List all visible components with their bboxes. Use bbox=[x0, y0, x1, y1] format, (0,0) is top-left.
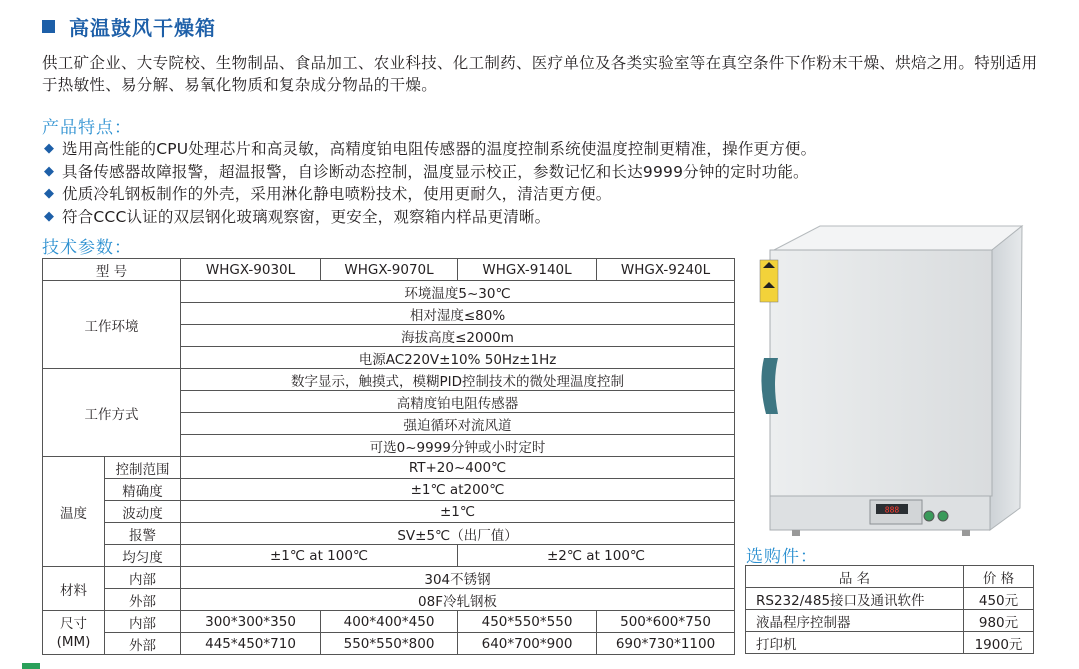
uniform-value: ±1℃ at 100℃ bbox=[181, 545, 458, 567]
page-title: 高温鼓风干燥箱 bbox=[42, 12, 216, 40]
env-label: 工作环境 bbox=[43, 281, 181, 369]
table-row bbox=[746, 632, 1034, 654]
option-name: 打印机 bbox=[746, 632, 964, 654]
options-table bbox=[745, 565, 1034, 654]
model-cell: WHGX-9070L bbox=[321, 259, 458, 281]
table-row bbox=[43, 457, 735, 479]
temp-key: 控制范围 bbox=[105, 457, 181, 479]
feature-item: ◆ 符合CCC认证的双层钢化玻璃观察窗，更安全，观察箱内样品更清晰。 bbox=[44, 206, 1034, 229]
page-corner-bar bbox=[22, 663, 40, 669]
mode-cell: 数字显示，触摸式，模糊PID控制技术的微处理温度控制 bbox=[181, 369, 735, 391]
env-cell: 电源AC220V±10% 50Hz±1Hz bbox=[181, 347, 735, 369]
size-inner-label: 内部 bbox=[105, 611, 181, 633]
size-cell: 640*700*900 bbox=[458, 633, 597, 655]
material-key: 外部 bbox=[105, 589, 181, 611]
table-row bbox=[746, 588, 1034, 610]
temp-key: 波动度 bbox=[105, 501, 181, 523]
model-cell: WHGX-9240L bbox=[597, 259, 735, 281]
model-label: 型 号 bbox=[43, 259, 181, 281]
params-heading: 技术参数： bbox=[42, 238, 132, 258]
material-value: 08F冷轧钢板 bbox=[181, 589, 735, 611]
options-heading: 选购件： bbox=[746, 547, 818, 567]
size-outer-label: 外部 bbox=[105, 633, 181, 655]
table-row bbox=[746, 610, 1034, 632]
mode-cell: 可选0~9999分钟或小时定时 bbox=[181, 435, 735, 457]
size-cell: 690*730*1100 bbox=[597, 633, 735, 655]
material-value: 304不锈钢 bbox=[181, 567, 735, 589]
table-row bbox=[43, 611, 735, 633]
temp-label: 温度 bbox=[43, 457, 105, 567]
size-cell: 445*450*710 bbox=[181, 633, 321, 655]
features-list bbox=[44, 138, 1034, 228]
table-row bbox=[43, 589, 735, 611]
option-price: 980元 bbox=[964, 610, 1034, 632]
size-label: 尺寸 (MM) bbox=[43, 611, 105, 655]
uniform-value: ±2℃ at 100℃ bbox=[458, 545, 735, 567]
material-label: 材料 bbox=[43, 567, 105, 611]
oven-door bbox=[770, 250, 992, 496]
display-digits: 888 bbox=[884, 505, 900, 515]
diamond-bullet-icon: ◆ bbox=[44, 186, 55, 201]
mode-cell: 高精度铂电阻传感器 bbox=[181, 391, 735, 413]
model-cell: WHGX-9030L bbox=[181, 259, 321, 281]
material-key: 内部 bbox=[105, 567, 181, 589]
oven-side bbox=[990, 226, 1022, 530]
size-cell: 500*600*750 bbox=[597, 611, 735, 633]
feature-item: ◆ 具备传感器故障报警，超温报警，自诊断动态控制，温度显示校正，参数记忆和长达9999分钟的定时功能。 bbox=[44, 161, 1034, 184]
fan-button-icon bbox=[938, 511, 948, 521]
table-row bbox=[43, 281, 735, 303]
mode-label: 工作方式 bbox=[43, 369, 181, 457]
table-row bbox=[43, 259, 735, 281]
size-cell: 550*550*800 bbox=[321, 633, 458, 655]
table-row bbox=[43, 633, 735, 655]
temp-key: 精确度 bbox=[105, 479, 181, 501]
env-cell: 相对湿度≤80% bbox=[181, 303, 735, 325]
temp-value: ±1℃ bbox=[181, 501, 735, 523]
option-price: 1900元 bbox=[964, 632, 1034, 654]
table-row bbox=[43, 479, 735, 501]
title-square-icon bbox=[42, 20, 55, 33]
features-heading: 产品特点： bbox=[42, 118, 132, 138]
oven-foot bbox=[962, 530, 970, 536]
env-cell: 环境温度5~30℃ bbox=[181, 281, 735, 303]
options-header-name: 品 名 bbox=[746, 566, 964, 588]
options-header-price: 价 格 bbox=[964, 566, 1034, 588]
temp-value: SV±5℃（出厂值） bbox=[181, 523, 735, 545]
option-name: 液晶程序控制器 bbox=[746, 610, 964, 632]
option-name: RS232/485接口及通讯软件 bbox=[746, 588, 964, 610]
spec-table bbox=[42, 258, 735, 655]
feature-item: ◆ 选用高性能的CPU处理芯片和高灵敏，高精度铂电阻传感器的温度控制系统使温度控制更精准，操作更方便。 bbox=[44, 138, 1034, 161]
mode-cell: 强迫循环对流风道 bbox=[181, 413, 735, 435]
uniform-label: 均匀度 bbox=[105, 545, 181, 567]
table-row bbox=[43, 501, 735, 523]
temp-value: ±1℃ at200℃ bbox=[181, 479, 735, 501]
env-cell: 海拔高度≤2000m bbox=[181, 325, 735, 347]
model-cell: WHGX-9140L bbox=[458, 259, 597, 281]
table-row bbox=[43, 369, 735, 391]
temp-key: 报警 bbox=[105, 523, 181, 545]
oven-top bbox=[774, 226, 1022, 250]
table-row bbox=[43, 523, 735, 545]
oven-foot bbox=[792, 530, 800, 536]
table-row bbox=[43, 567, 735, 589]
table-row bbox=[43, 545, 735, 567]
option-price: 450元 bbox=[964, 588, 1034, 610]
size-cell: 300*300*350 bbox=[181, 611, 321, 633]
diamond-bullet-icon: ◆ bbox=[44, 163, 55, 179]
feature-item: ◆ 优质冷轧钢板制作的外壳，采用淋化静电喷粉技术，使用更耐久，清洁更方便。 bbox=[44, 183, 1034, 206]
diamond-bullet-icon: ◆ bbox=[44, 141, 55, 156]
temp-value: RT+20~400℃ bbox=[181, 457, 735, 479]
size-cell: 450*550*550 bbox=[458, 611, 597, 633]
diamond-bullet-icon: ◆ bbox=[44, 208, 55, 224]
size-cell: 400*400*450 bbox=[321, 611, 458, 633]
power-button-icon bbox=[924, 511, 934, 521]
table-row bbox=[746, 566, 1034, 588]
intro-paragraph: 供工矿企业、大专院校、生物制品、食品加工、农业科技、化工制药、医疗单位及各类实验室等在真空条件下作粉末干燥、烘焙之用。特别适用于热敏性、易分解、易氧化物质和复杂成分物品的干燥。 bbox=[42, 54, 1038, 94]
oven-image bbox=[752, 218, 1032, 548]
